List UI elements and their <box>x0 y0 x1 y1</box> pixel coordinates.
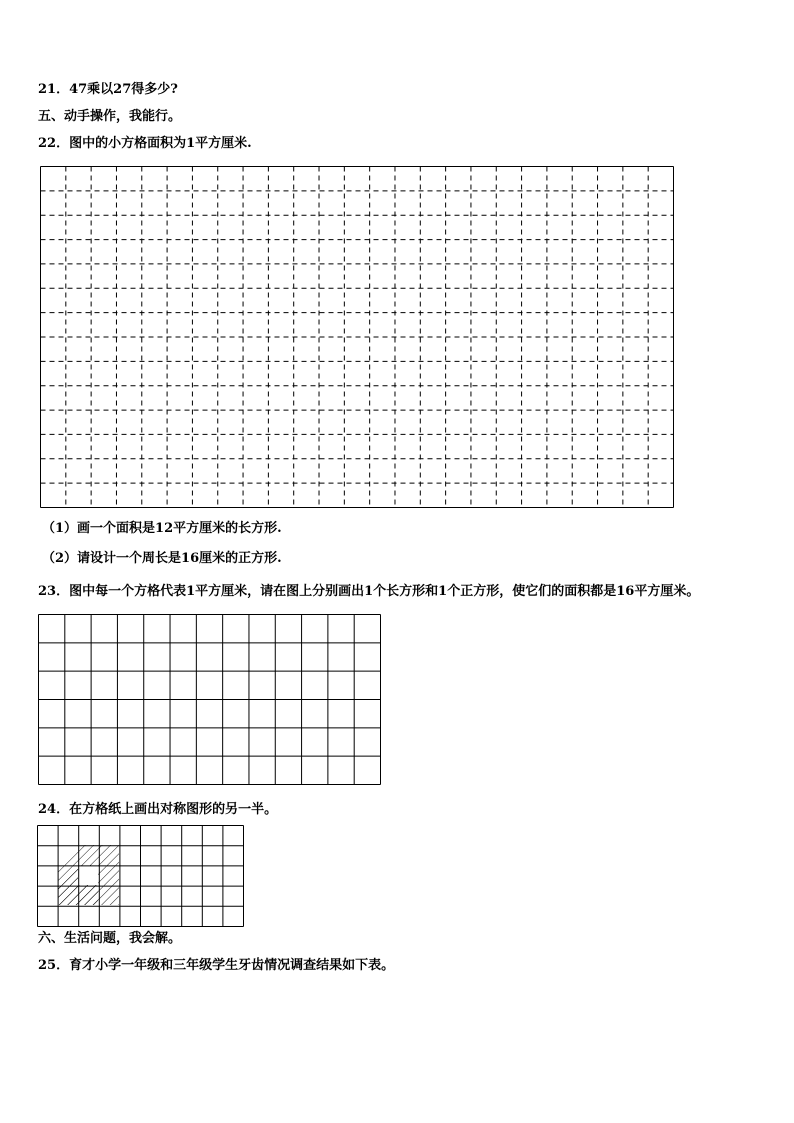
q23-square-grid[interactable] <box>38 614 381 785</box>
section-5-heading: 五、动手操作，我能行。 <box>38 109 182 124</box>
question-23: 23．图中每一个方格代表1平方厘米，请在图上分别画出1个长方形和1个正方形，使它们的面积都是16平方厘米。 <box>38 584 700 599</box>
question-24: 24．在方格纸上画出对称图形的另一半。 <box>38 802 278 817</box>
question-22-part-1: （1）画一个面积是12平方厘米的长方形. <box>42 521 282 536</box>
section-6-heading: 六、生活问题，我会解。 <box>38 931 182 946</box>
q24-symmetry-grid[interactable] <box>37 825 244 927</box>
question-22-part-2: （2）请设计一个周长是16厘米的正方形. <box>42 551 282 566</box>
question-21: 21．47乘以27得多少? <box>38 82 178 97</box>
question-25: 25．育才小学一年级和三年级学生牙齿情况调查结果如下表。 <box>38 958 395 973</box>
question-22: 22．图中的小方格面积为1平方厘米. <box>38 136 252 151</box>
figure-center-hole <box>78 866 98 885</box>
q22-dashed-grid[interactable] <box>40 166 674 508</box>
